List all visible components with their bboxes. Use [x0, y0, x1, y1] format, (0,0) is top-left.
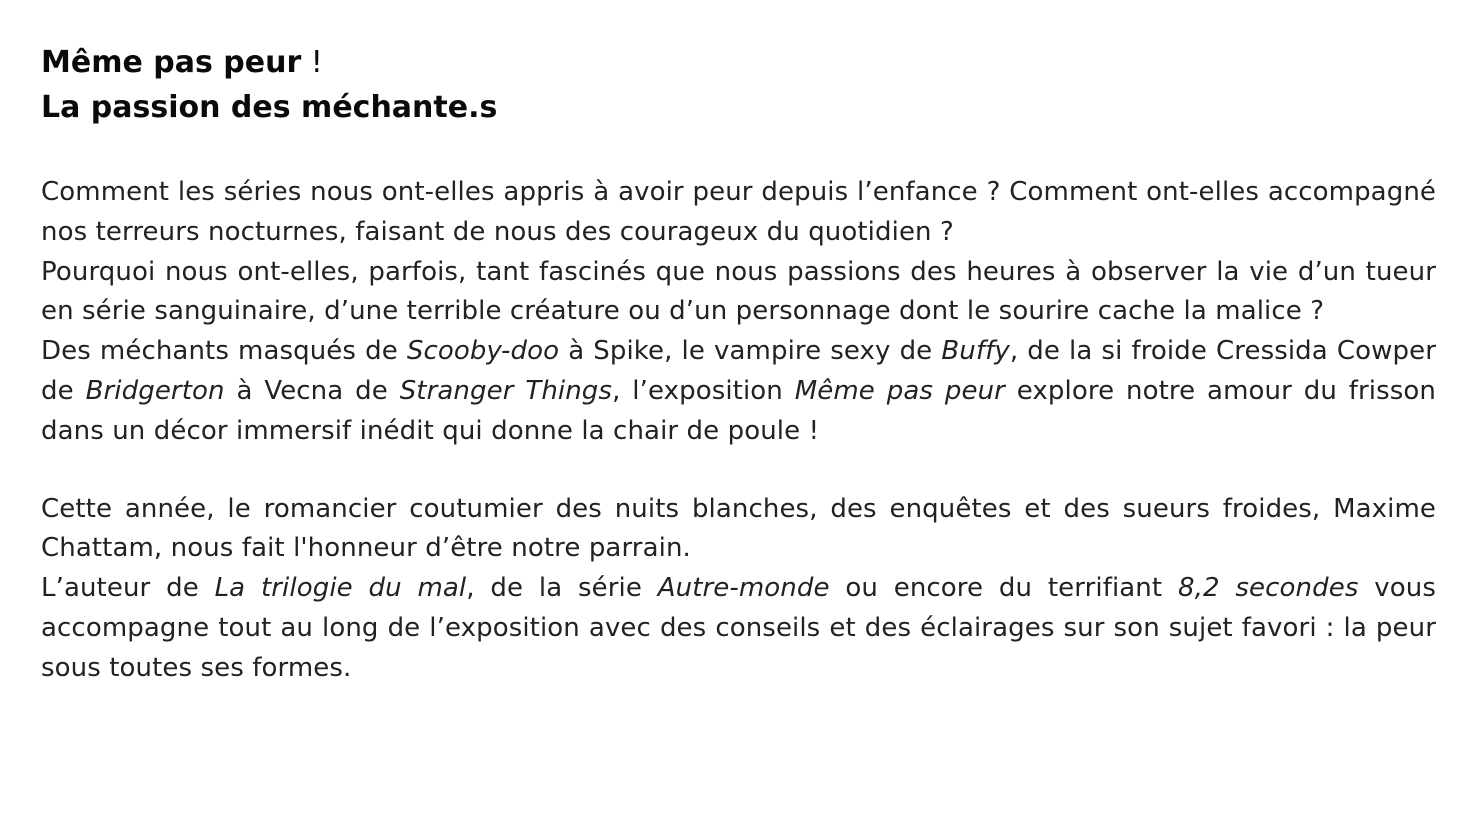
text-span: , de la si froide Cressida Cowper de — [41, 336, 1436, 406]
text-span: ou encore du terrifiant — [829, 573, 1178, 604]
text-span: à Vecna de — [224, 375, 400, 406]
text-span: explore notre amour du frisson dans un décor immersif inédit qui donne la chair de poule ! — [41, 375, 1437, 446]
series-title: Bridgerton — [85, 375, 225, 406]
paragraph-villains — [41, 332, 1436, 451]
book-title: 8,2 secondes — [1177, 573, 1359, 604]
title-subtitle: La passion des méchante.s — [41, 90, 498, 125]
document-body — [41, 40, 1436, 689]
document-title — [41, 40, 1436, 130]
title-line-2 — [41, 85, 1436, 130]
exhibition-title: Même pas peur — [794, 375, 1005, 406]
paragraph-sponsor: Cette année, le romancier coutumier des nuits blanches, des enquêtes et des sueurs froides, Maxime Chattam, nous fait l'honneur d’être notre parrain. — [41, 493, 1436, 564]
paragraph-fascination: Pourquoi nous ont-elles, parfois, tant fascinés que nous passions des heures à observer la vie d’un tueur en série sanguinaire, d’une terrible créature ou d’un personnage dont le sourire cache la malice ? — [41, 256, 1436, 327]
paragraph-gap — [41, 452, 1436, 490]
series-title: Scooby-doo — [406, 336, 560, 367]
text-span: L’auteur de — [41, 573, 215, 604]
text-span: , de la série — [466, 573, 658, 604]
series-title: Buffy — [941, 336, 1010, 367]
series-title: Stranger Things — [399, 375, 613, 406]
text-span: , l’exposition — [612, 375, 795, 406]
text-span: Des méchants masqués de — [41, 336, 407, 367]
paragraph-author — [41, 569, 1436, 688]
title-line-1 — [41, 40, 1436, 85]
title-exhibition-name: Même pas peur — [41, 45, 302, 80]
paragraph-intro: Comment les séries nous ont-elles appris à avoir peur depuis l’enfance ? Comment ont-elles accompagné nos terreurs nocturnes, faisant de nous des courageux du quotidien ? — [41, 177, 1436, 247]
title-exclamation: ! — [301, 45, 323, 80]
book-title: La trilogie du mal — [214, 573, 467, 604]
book-title: Autre-monde — [657, 573, 830, 604]
text-span: vous accompagne tout au long de l’exposition avec des conseils et des éclairages sur son sujet favori : la peur sous toutes ses formes. — [41, 573, 1436, 683]
text-span: à Spike, le vampire sexy de — [559, 336, 942, 367]
